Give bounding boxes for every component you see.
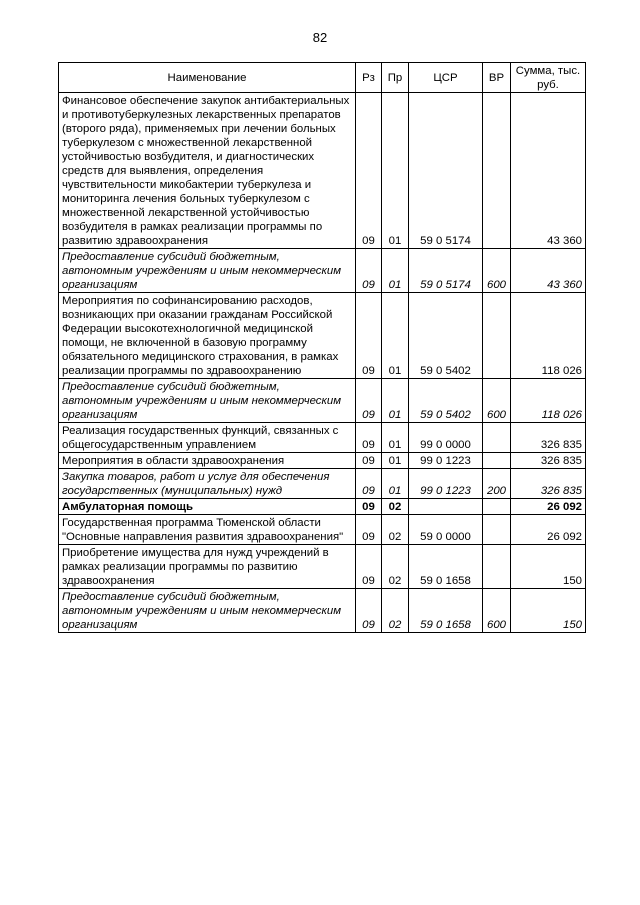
row-vr — [483, 293, 511, 379]
row-sum: 26 092 — [511, 499, 586, 515]
row-vr — [483, 423, 511, 453]
table-row — [59, 249, 586, 293]
row-pr: 02 — [382, 515, 409, 545]
row-pr: 01 — [382, 423, 409, 453]
row-csr: 59 0 5402 — [409, 293, 483, 379]
row-rz: 09 — [356, 293, 382, 379]
row-rz: 09 — [356, 469, 382, 499]
row-csr: 99 0 1223 — [409, 453, 483, 469]
row-pr: 02 — [382, 499, 409, 515]
row-sum: 150 — [511, 589, 586, 633]
row-pr: 02 — [382, 545, 409, 589]
table-header-row — [59, 63, 586, 93]
row-name: Предоставление субсидий бюджетным, автономным учреждениям и иным некоммерческим организациям — [59, 589, 356, 633]
row-csr: 59 0 5174 — [409, 249, 483, 293]
header-name: Наименование — [59, 63, 356, 93]
row-csr: 59 0 1658 — [409, 545, 483, 589]
row-name: Амбулаторная помощь — [59, 499, 356, 515]
table-row — [59, 545, 586, 589]
row-rz: 09 — [356, 379, 382, 423]
row-rz: 09 — [356, 249, 382, 293]
row-csr: 99 0 0000 — [409, 423, 483, 453]
row-csr: 59 0 1658 — [409, 589, 483, 633]
row-rz: 09 — [356, 453, 382, 469]
budget-table — [58, 62, 586, 633]
header-csr: ЦСР — [409, 63, 483, 93]
row-vr — [483, 93, 511, 249]
table-row — [59, 515, 586, 545]
row-name: Предоставление субсидий бюджетным, автономным учреждениям и иным некоммерческим организациям — [59, 379, 356, 423]
row-sum: 326 835 — [511, 469, 586, 499]
row-sum: 118 026 — [511, 379, 586, 423]
row-name: Финансовое обеспечение закупок антибактериальных и противотуберкулезных лекарственных препаратов (второго ряда), применяемых при лечении больных туберкулезом с множественной лекарственной устойчивостью возбудителя, и диагностических средств для выявления, определения чувствительности микобактерии туберкулеза и мониторинга лечения больных туберкулезом с множественной лекарственной устойчивостью возбудителя в рамках реализации программы по развитию здравоохранения — [59, 93, 356, 249]
row-vr: 600 — [483, 589, 511, 633]
row-vr: 600 — [483, 249, 511, 293]
row-rz: 09 — [356, 93, 382, 249]
row-sum: 118 026 — [511, 293, 586, 379]
row-csr: 59 0 0000 — [409, 515, 483, 545]
row-pr: 01 — [382, 249, 409, 293]
row-pr: 01 — [382, 469, 409, 499]
row-vr — [483, 499, 511, 515]
row-sum: 326 835 — [511, 453, 586, 469]
row-rz: 09 — [356, 545, 382, 589]
row-sum: 26 092 — [511, 515, 586, 545]
header-rz: Рз — [356, 63, 382, 93]
row-csr — [409, 499, 483, 515]
row-pr: 01 — [382, 93, 409, 249]
page-number: 82 — [312, 30, 328, 45]
row-rz: 09 — [356, 589, 382, 633]
row-name: Реализация государственных функций, связанных с общегосударственным управлением — [59, 423, 356, 453]
row-pr: 01 — [382, 453, 409, 469]
row-vr: 200 — [483, 469, 511, 499]
row-csr: 59 0 5402 — [409, 379, 483, 423]
row-name: Приобретение имущества для нужд учреждений в рамках реализации программы по развитию здравоохранения — [59, 545, 356, 589]
row-vr — [483, 545, 511, 589]
row-pr: 01 — [382, 293, 409, 379]
row-sum: 43 360 — [511, 93, 586, 249]
table-row — [59, 379, 586, 423]
row-csr: 99 0 1223 — [409, 469, 483, 499]
table-row — [59, 469, 586, 499]
row-name: Государственная программа Тюменской области "Основные направления развития здравоохранения" — [59, 515, 356, 545]
row-name: Предоставление субсидий бюджетным, автономным учреждениям и иным некоммерческим организациям — [59, 249, 356, 293]
table-row — [59, 93, 586, 249]
row-csr: 59 0 5174 — [409, 93, 483, 249]
table-row — [59, 589, 586, 633]
row-rz: 09 — [356, 515, 382, 545]
table-row — [59, 293, 586, 379]
row-vr: 600 — [483, 379, 511, 423]
row-sum: 150 — [511, 545, 586, 589]
row-name: Мероприятия в области здравоохранения — [59, 453, 356, 469]
table-row — [59, 499, 586, 515]
row-name: Мероприятия по софинансированию расходов, возникающих при оказании гражданам Российской Федерации высокотехнологичной медицинской помощи, не включенной в базовую программу обязательного медицинского страхования, в рамках реализации программы по здравоохранению — [59, 293, 356, 379]
row-sum: 326 835 — [511, 423, 586, 453]
row-name: Закупка товаров, работ и услуг для обеспечения государственных (муниципальных) нужд — [59, 469, 356, 499]
table-row — [59, 453, 586, 469]
row-pr: 02 — [382, 589, 409, 633]
header-vr: ВР — [483, 63, 511, 93]
header-sum: Сумма, тыс. руб. — [511, 63, 586, 93]
row-vr — [483, 453, 511, 469]
row-vr — [483, 515, 511, 545]
row-rz: 09 — [356, 499, 382, 515]
header-pr: Пр — [382, 63, 409, 93]
table-row — [59, 423, 586, 453]
row-pr: 01 — [382, 379, 409, 423]
row-rz: 09 — [356, 423, 382, 453]
row-sum: 43 360 — [511, 249, 586, 293]
